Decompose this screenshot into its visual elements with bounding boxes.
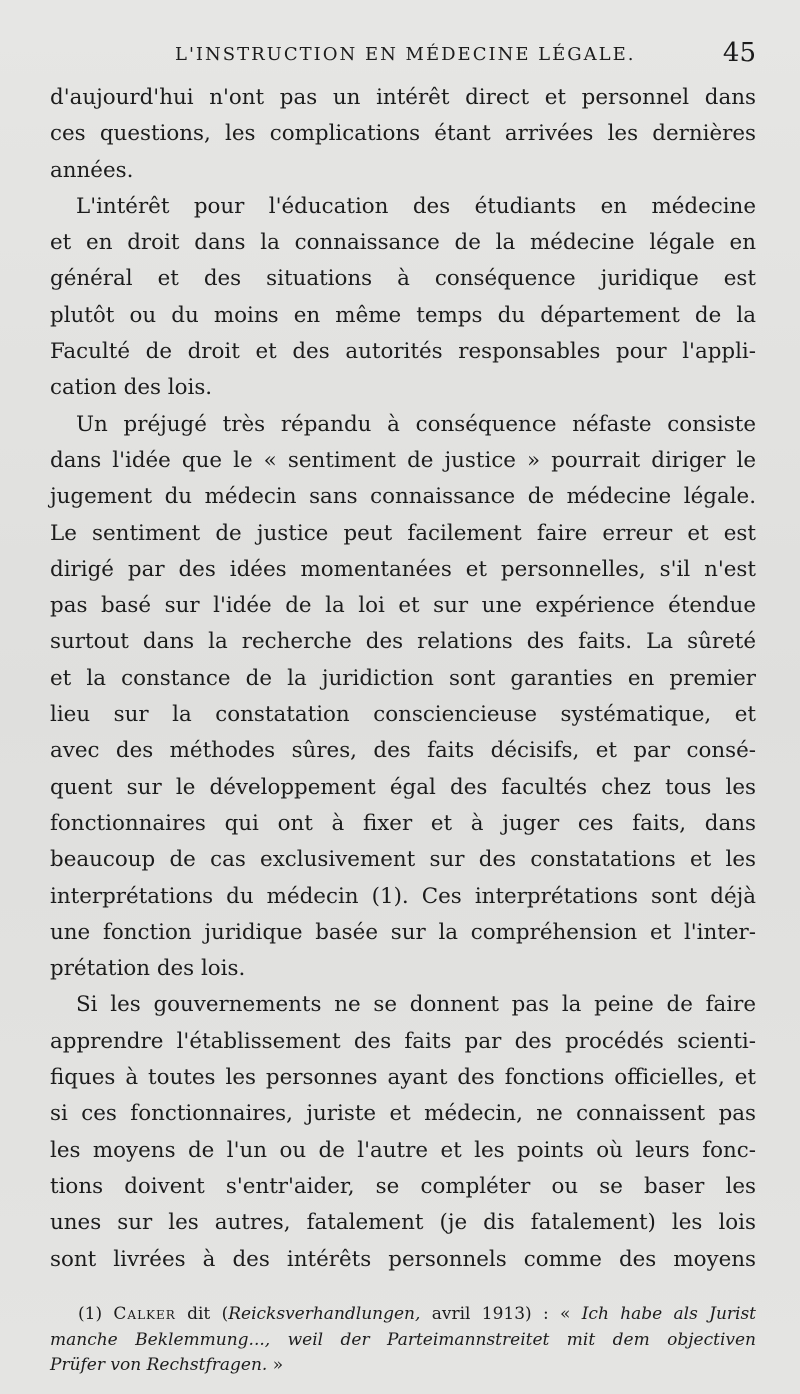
text-line: fiques à toutes les personnes ayant des fonctions officielles, et <box>50 1065 756 1091</box>
footnote-quote-part: Prüfer von Rechstfragen. <box>50 1355 268 1375</box>
footnote-dit: dit ( <box>175 1304 229 1324</box>
text-line: quent sur le développement égal des facultés chez tous les <box>50 774 756 800</box>
text-line: Le sentiment de justice peut facilement faire erreur et est <box>50 520 756 546</box>
text-line: si ces fonctionnaires, juriste et médecin, ne connaissent pas <box>50 1101 756 1127</box>
page-header <box>50 38 756 78</box>
text-line: cation des lois. <box>50 375 213 401</box>
footnote <box>50 1302 756 1379</box>
text-line: les moyens de l'un ou de l'autre et les points où leurs fonc- <box>50 1137 756 1163</box>
footnote-date: avril 1913) : « <box>420 1304 582 1324</box>
text-line: interprétations du médecin (1). Ces interprétations sont déjà <box>50 883 756 909</box>
page-number: 45 <box>722 38 756 68</box>
text-line: sont livrées à des intérêts personnels comme des moyens <box>50 1246 756 1272</box>
text-line: dirigé par des idées momentanées et personnelles, s'il n'est <box>50 556 756 582</box>
footnote-line <box>50 1302 756 1328</box>
text-line: général et des situations à conséquence juridique est <box>50 266 756 292</box>
text-line: apprendre l'établissement des faits par des procédés scienti- <box>50 1028 756 1054</box>
text-line: pas basé sur l'idée de la loi et sur une expérience étendue <box>50 593 756 619</box>
text-line: avec des méthodes sûres, des faits décisifs, et par consé- <box>50 738 756 764</box>
footnote-marker: (1) <box>78 1304 103 1324</box>
text-line: tions doivent s'entr'aider, se compléter ou se baser les <box>50 1173 756 1199</box>
running-title: L'INSTRUCTION EN MÉDECINE LÉGALE. <box>175 44 636 65</box>
text-line: prétation des lois. <box>50 956 246 982</box>
footnote-close: » <box>267 1355 284 1375</box>
text-line: et la constance de la juridiction sont garanties en premier <box>50 665 756 691</box>
text-line: Faculté de droit et des autorités responsables pour l'appli- <box>50 339 756 365</box>
text-line: Si les gouvernements ne se donnent pas la peine de faire <box>76 992 756 1018</box>
body-text <box>50 80 756 1278</box>
footnote-line: manche Beklemmung..., weil der Parteimannstreitet mit dem objectiven <box>50 1329 756 1350</box>
text-line: unes sur les autres, fatalement (je dis fatalement) les lois <box>50 1210 756 1236</box>
text-line: Un préjugé très répandu à conséquence néfaste consiste <box>76 411 756 437</box>
text-line: dans l'idée que le « sentiment de justice » pourrait diriger le <box>50 447 756 473</box>
text-line: une fonction juridique basée sur la compréhension et l'inter- <box>50 919 756 945</box>
text-line: fonctionnaires qui ont à fixer et à juger ces faits, dans <box>50 810 756 836</box>
text-line: et en droit dans la connaissance de la médecine légale en <box>50 230 756 256</box>
text-line: beaucoup de cas exclusivement sur des constatations et les <box>50 847 756 873</box>
text-line: L'intérêt pour l'éducation des étudiants en médecine <box>76 193 756 219</box>
footnote-line <box>50 1353 756 1379</box>
text-line: surtout dans la recherche des relations des faits. La sûreté <box>50 629 756 655</box>
text-line: lieu sur la constatation consciencieuse systématique, et <box>50 702 756 728</box>
footnote-author: Calker <box>113 1304 176 1324</box>
text-line: plutôt ou du moins en même temps du département de la <box>50 302 756 328</box>
text-line: d'aujourd'hui n'ont pas un intérêt direct et personnel dans <box>50 85 756 110</box>
text-line: ces questions, les complications étant arrivées les dernières <box>50 121 756 147</box>
text-line: jugement du médecin sans connaissance de médecine légale. <box>50 484 756 510</box>
text-line: années. <box>50 157 134 183</box>
footnote-quote-part: Ich habe als Jurist <box>581 1304 757 1324</box>
footnote-source: Reicksverhandlungen, <box>228 1304 421 1324</box>
